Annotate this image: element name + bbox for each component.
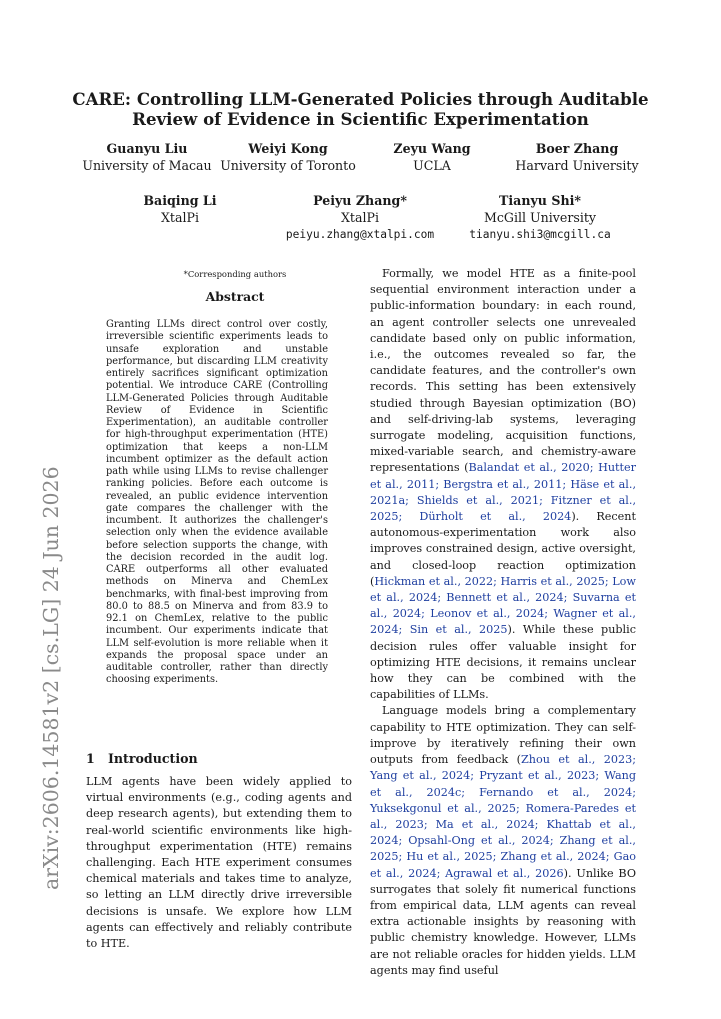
author-name: Tianyu Shi*	[499, 193, 581, 208]
author-affiliation: XtalPi	[340, 210, 380, 225]
paragraph-text: ). While these public decision rules offer valuable insight for optimizing HTE decisions, it remains unclear how they can be combined with the capabilities of LLMs.	[370, 623, 636, 702]
author-block	[120, 192, 240, 226]
author-name: Baiqing Li	[143, 193, 217, 208]
author-name: Guanyu Liu	[106, 141, 188, 156]
author-email[interactable]: peiyu.zhang@xtalpi.com	[285, 228, 435, 241]
author-affiliation: University of Toronto	[220, 158, 356, 173]
author-block	[455, 192, 625, 243]
citation-link[interactable]: Balandat et al., 2020; Hutter et al., 2011; Bergstra et al., 2011; Häse et al., 2021a; Shields et al., 2021; Fitzner et al., 2025; Dürholt et al., 2024	[370, 461, 636, 524]
paragraph-text: Formally, we model HTE as a finite-pool sequential environment interaction under a public-information boundary: in each round, an agent controller selects one unrevealed candidate based only on public information, i.e., the outcomes revealed so far, the candidate features, and the controller's own records. This setting has been extensively studied through Bayesian optimization (BO) and self-driving-lab systems, leveraging surrogate modeling, acquisition functions, mixed-variable search, and chemistry-aware representations (	[370, 267, 636, 475]
body-paragraph	[370, 266, 636, 703]
author-name: Peiyu Zhang*	[313, 193, 407, 208]
author-block	[502, 140, 652, 174]
paragraph-text: ). Recent autonomous-experimentation work also improves constrained design, active oversight, and closed-loop reaction optimization (	[370, 510, 637, 588]
section-title: Introduction	[108, 751, 198, 766]
paragraph-text: Language models bring a complementary capability to HTE optimization. They can self-improve by iteratively refining their own outputs from feedback (	[370, 704, 636, 767]
section-heading	[86, 751, 198, 766]
author-affiliation: University of Macau	[82, 158, 212, 173]
author-affiliation: Harvard University	[515, 158, 639, 173]
author-affiliation: McGill University	[483, 210, 597, 225]
paragraph-text: ). Unlike BO surrogates that solely fit numerical functions from empirical data, LLM agents can reveal extra actionable insights by reasoning with public chemistry knowledge. However, LLMs are not reliable oracles for hidden yields. LLM agents may find useful	[370, 866, 636, 977]
abstract-body: Granting LLMs direct control over costly, irreversible scientific experiments leads to unsafe exploration and unstable performance, but discarding LLM creativity entirely sacrifices significant optimization potential. We introduce CARE (Controlling LLM-Generated Policies through Auditable Review of Evidence in Scientific Experimentation), an auditable controller for high-throughput experimentation (HTE) optimization that keeps a non-LLM incumbent optimizer as the default action path while using LLMs to revise challenger ranking policies. Before each outcome is revealed, an public evidence intervention gate compares the challenger with the incumbent. It authorizes the challenger's selection only when the evidence available before selection supports the change, with the decision recorded in the audit log. CARE outperforms all other evaluated methods on Minerva and ChemLex benchmarks, with final-best improving from 80.0 to 88.5 on Minerva and from 83.9 to 92.1 on ChemLex, relative to the public incumbent. Our experiments indicate that LLM self-evolution is more reliable when it expands the proposal space under an auditable controller, rather than directly choosing experiments.	[106, 319, 328, 686]
author-email[interactable]: tianyu.shi3@mcgill.ca	[469, 228, 611, 241]
citation-link[interactable]: Zhou et al., 2023; Yang et al., 2024; Pryzant et al., 2023; Wang et al., 2024c; Fernando et al., 2024; Yuksekgonul et al., 2025; Romera-Paredes et al., 2023; Ma et al., 2024; Khattab et al., 2024; Opsahl-Ong et al., 2024; Zhang et al., 2025; Hu et al., 2025; Zhang et al., 2024; Gao et al., 2024; Agrawal et al., 2026	[370, 753, 637, 880]
intro-paragraph: LLM agents have been widely applied to virtual environments (e.g., coding agents and deep research agents), but extending them to real-world scientific environments like high-throughput experimentation (HTE) remains challenging. Each HTE experiment consumes chemical materials and takes time to analyze, so letting an LLM directly drive irreversible decisions is unsafe. We explore how LLM agents can effectively and reliably contribute to HTE.	[86, 775, 352, 951]
author-name: Boer Zhang	[535, 141, 619, 156]
section-number: 1	[86, 751, 95, 766]
right-column	[370, 266, 636, 979]
author-affiliation: XtalPi	[160, 210, 200, 225]
author-block	[265, 192, 455, 243]
corresponding-footnote: *Corresponding authors	[183, 269, 287, 279]
author-block	[372, 140, 492, 174]
author-block	[213, 140, 363, 174]
left-column	[86, 774, 352, 952]
abstract-heading: Abstract	[205, 289, 265, 304]
author-name: Weiyi Kong	[248, 141, 328, 156]
title-line-1: CARE: Controlling LLM-Generated Policies through Auditable	[72, 89, 649, 109]
title-line-2: Review of Evidence in Scientific Experimentation	[132, 109, 589, 129]
citation-link[interactable]: Hickman et al., 2022; Harris et al., 2025; Low et al., 2024; Bennett et al., 2024; Suvarna et al., 2024; Leonov et al., 2024; Wagner et al., 2024; Sin et al., 2025	[370, 574, 636, 637]
body-paragraph	[370, 703, 636, 978]
author-affiliation: UCLA	[413, 158, 451, 173]
author-block	[72, 140, 222, 174]
arxiv-identifier: arXiv:2606.14581v2 [cs.LG] 24 Jun 2026	[39, 466, 63, 890]
paper-title	[0, 89, 721, 129]
author-name: Zeyu Wang	[393, 141, 471, 156]
